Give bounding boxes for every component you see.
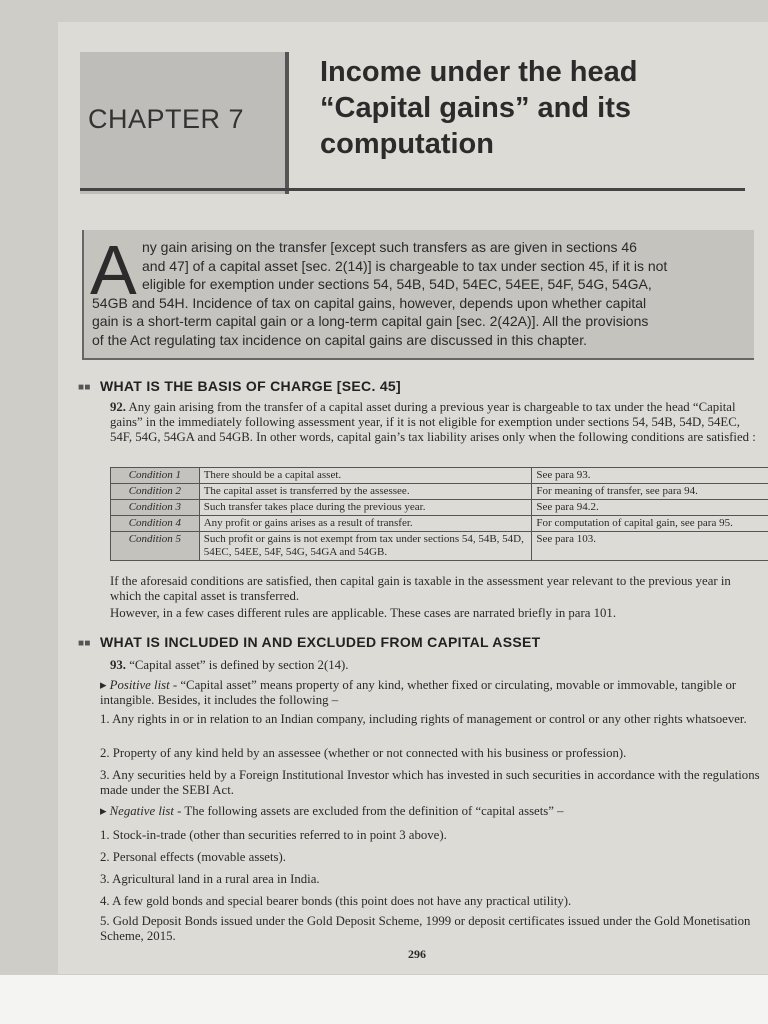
section-heading: ■■ WHAT IS THE BASIS OF CHARGE [SEC. 45] [78, 378, 401, 394]
header-divider [285, 52, 289, 194]
condition-reference: For computation of capital gain, see para 95. [532, 516, 768, 532]
intro-line: 54GB and 54H. Incidence of tax on capital gains, however, depends upon whether capital [92, 294, 647, 311]
condition-text: The capital asset is transferred by the assessee. [199, 484, 532, 500]
paragraph-92 [110, 400, 760, 445]
condition-reference: See para 93. [532, 468, 768, 484]
intro-line: eligible for exemption under sections 54, 54B, 54D, 54EC, 54EE, 54F, 54G, 54GA, [142, 276, 652, 292]
condition-text: Such transfer takes place during the previous year. [199, 500, 532, 516]
condition-reference: See para 103. [532, 532, 768, 561]
para-number: 93. [110, 658, 126, 672]
list-item: 1. Stock-in-trade (other than securities referred to in point 3 above). [100, 828, 447, 842]
table-row [111, 516, 768, 532]
chapter-title-line: “Capital gains” and its [320, 92, 631, 124]
list-item: 2. Personal effects (movable assets). [100, 850, 286, 864]
header-rule [80, 188, 745, 191]
list-item: 4. A few gold bonds and special bearer bonds (this point does not have any practical utility). [100, 894, 572, 908]
condition-label: Condition 2 [111, 484, 200, 500]
intro-box [82, 230, 754, 360]
table-row [111, 468, 768, 484]
condition-text: Such profit or gains is not exempt from tax under sections 54, 54B, 54D, 54EC, 54EE, 54F, 54G, 54GA and 54GB. [199, 532, 532, 561]
list-item: 1. Any rights in or in relation to an Indian company, including rights of management or control or any other rights whatsoever. [100, 712, 747, 726]
para-text: “Capital asset” is defined by section 2(14). [129, 658, 349, 672]
book-page [58, 22, 768, 974]
bottom-margin [0, 975, 768, 1024]
bullet-icon: ▸ [100, 678, 107, 692]
condition-label: Condition 5 [111, 532, 200, 561]
chapter-label: CHAPTER 7 [88, 104, 245, 134]
condition-label: Condition 4 [111, 516, 200, 532]
chapter-title-line: computation [320, 128, 494, 160]
paragraph-after-table: If the aforesaid conditions are satisfied, then capital gain is taxable in the assessment year relevant to the previous year in which the capital asset is transferred. [110, 574, 731, 603]
chapter-title-line: Income under the head [320, 56, 638, 88]
negative-list-intro [100, 804, 765, 819]
chapter-title [320, 54, 740, 162]
intro-line: and 47] of a capital asset [sec. 2(14)] is chargeable to tax under section 45, if it is not [142, 257, 668, 274]
condition-text: Any profit or gains arises as a result of transfer. [199, 516, 532, 532]
paragraph-after-table: However, in a few cases different rules are applicable. These cases are narrated briefly in para 101. [110, 606, 617, 620]
list-item: 3. Any securities held by a Foreign Institutional Investor which has invested in such securities in accordance with the regulations made under the SEBI Act. [100, 768, 760, 797]
list-item: 3. Agricultural land in a rural area in India. [100, 872, 320, 886]
list-item: 5. Gold Deposit Bonds issued under the Gold Deposit Scheme, 1999 or deposit certificates issued under the Gold Monetisation Scheme, 2015. [100, 914, 751, 943]
bullet-icon: ▸ [100, 804, 107, 818]
page-number: 296 [408, 947, 426, 961]
intro-line: of the Act regulating tax incidence on capital gains are discussed in this chapter. [92, 331, 587, 348]
positive-list-intro [100, 678, 765, 708]
table-row [111, 532, 768, 561]
condition-text: There should be a capital asset. [199, 468, 532, 484]
condition-label: Condition 3 [111, 500, 200, 516]
section-heading: ■■ WHAT IS INCLUDED IN AND EXCLUDED FROM CAPITAL ASSET [78, 634, 541, 650]
intro-text [92, 238, 748, 349]
table-row [111, 484, 768, 500]
heading-marker-icon: ■■ [78, 381, 91, 393]
list-item: 2. Property of any kind held by an assessee (whether or not connected with his business or profession). [100, 746, 627, 760]
condition-reference: For meaning of transfer, see para 94. [532, 484, 768, 500]
heading-marker-icon: ■■ [78, 637, 91, 649]
positive-list-label: Positive list [109, 678, 170, 692]
table-row [111, 500, 768, 516]
condition-reference: See para 94.2. [532, 500, 768, 516]
conditions-table [110, 467, 768, 561]
intro-line: gain is a short-term capital gain or a long-term capital gain [sec. 2(42A)]. All the provisions [92, 313, 649, 329]
negative-list-label: Negative list [109, 804, 174, 818]
para-text: Any gain arising from the transfer of a capital asset during a previous year is chargeable to tax under the head “Capital gains” in the immediately following assessment year, if it is not eligible for exemption under sections 54, 54B, 54D, 54EC, 54F, 54G, 54GA and 54GB. In other words, capital gain’s tax liability arises only when the following conditions are satisfied : [110, 400, 756, 444]
condition-label: Condition 1 [111, 468, 200, 484]
para-number: 92. [110, 400, 126, 414]
negative-list-text: - The following assets are excluded from the definition of “capital assets” – [173, 804, 564, 818]
drop-cap: A [90, 231, 137, 309]
positive-list-text: - “Capital asset” means property of any kind, whether fixed or circulating, movable or immovable, tangible or intangible. Besides, it includes the following – [100, 678, 737, 707]
paragraph-93 [110, 658, 760, 673]
intro-line: ny gain arising on the transfer [except such transfers as are given in sections 46 [142, 239, 637, 255]
